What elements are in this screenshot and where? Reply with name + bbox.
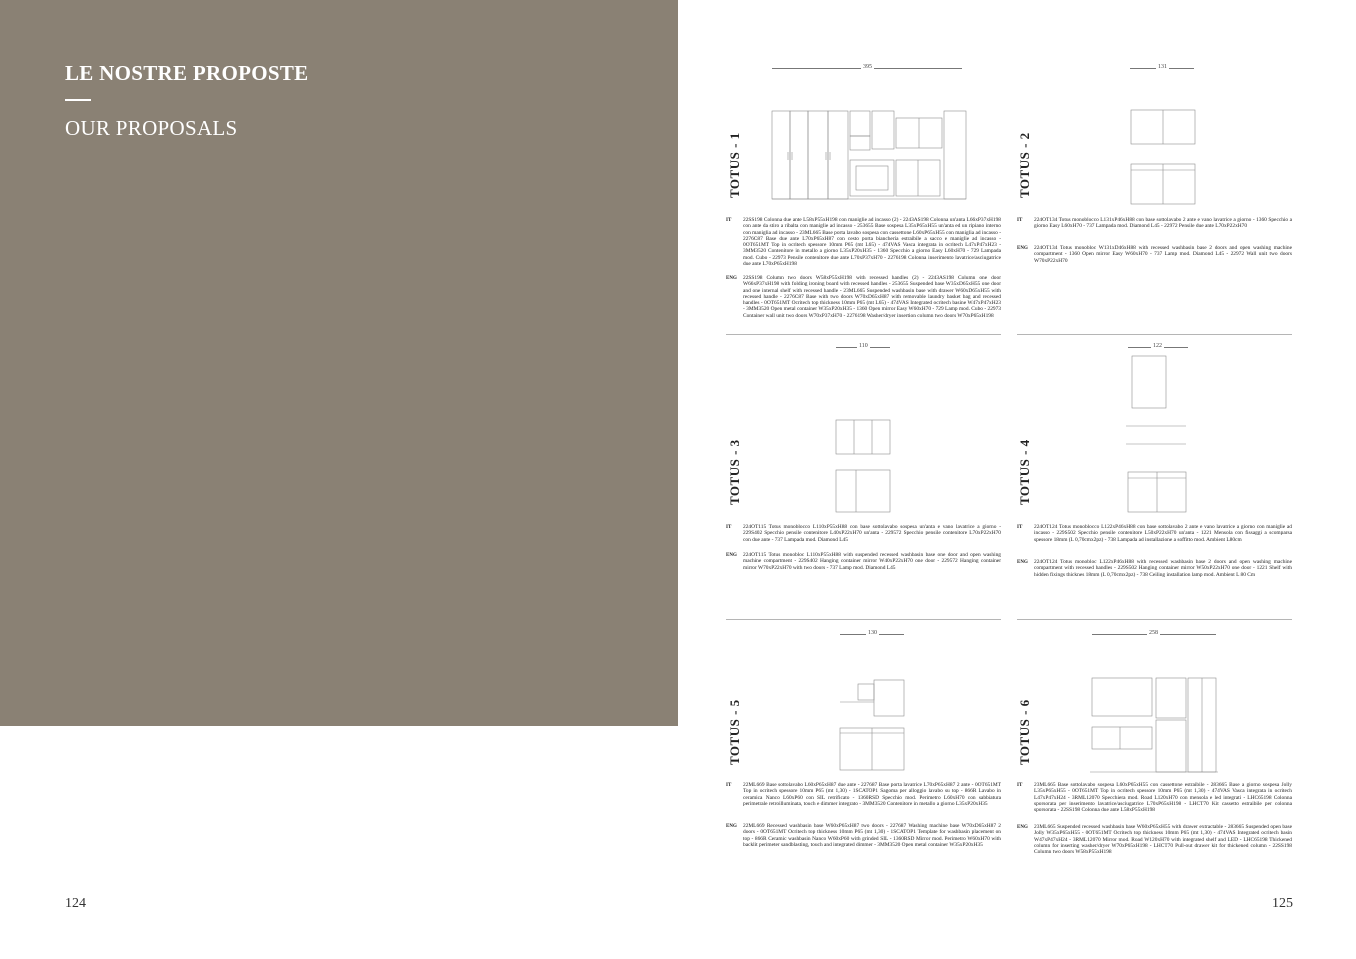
section-title: TOTUS - 1 [727, 132, 742, 198]
lang-label-en: ENG [1017, 560, 1028, 565]
description-en: 23ML665 Suspended recessed washbasin base W60xP65xH55 with drawer extractable - 283665 Suspended open base Jolly W35xP65xH55 - 0OT651MT Ocritech top thickness 10mm P65 (mt 1,30) - 474VAS Integrated ocritech basin W47xP47xH24 - 3RML12070 Mirror mod. Road W120xH70 with integrated shelf and LED - LHC65198 Thickened column for inserting washer/dryer W70xP65xH198 - LHCT70 Pull-out drawer kit for thickened column - 22SS198 Column two doors W58xP55xH198 [1034, 824, 1292, 856]
description-it: 224OT134 Totus monoblocco L131xP46xH88 con base sottolavabo 2 ante e vano lavatrice a giorno - 1360 Specchio a giorno Easy L60xH70 - 737 Lampada mod. Diamond L45 - 22972 Pensile due ante L70xP22xH70 [1034, 217, 1292, 230]
title-divider [65, 99, 91, 101]
elevation-drawing [838, 678, 906, 774]
description-it: 22ML669 Base sottolavabo L60xP65xH87 due ante - 227687 Base porta lavatrice L70xP65xH87 2 ante - 0OT651MT Top in ocritech spessore 10mm P65 (mt 1,30) - 1SCATOP1 Sagoma per alloggio lavabo su top - 866R Lavabo in ceramica Nanco L60xP60 con SIL retrificato - 1360RSD Specchio mod. Perimetro L60xH70 con sabbiatura perimetrale retroilluminata, touch e dimmer integrato - 3MM3520 Contenitore in metallo a giorno L35xP20xH35 [743, 782, 1001, 807]
dimension-label: 122 [1153, 343, 1162, 349]
title-english: OUR PROPOSALS [65, 116, 238, 140]
elevation-drawing [1128, 108, 1198, 206]
description-it: 22SS198 Colonna due ante L58xP55xH198 con maniglie ad incasso (2) - 2243AS198 Colonna un'anta L66xP37xH198 con ante da stiro a ribalta con maniglie ad incasso - 253655 Base sospesa L35xP65xH55 un'anta ed un ripiano interno con maniglia ad incasso - 23ML665 Base porta lavabo sospesa con cassettone L60xP65xH55 con maniglia ad incasso - 2276C87 Base due ante L70xP65xH87 con cesto porta biancheria estraibile a sacco e maniglie ad incasso - 0OT651MT Top in ocritech spessore 10mm P65 (mt L65) - 474VAS Vasca integrata in ocritech L47xP47xH23 - 3MM3520 Contenitore in metallo a giorno L35xP20xH35 - 1360 Specchio a giorno Easy L60xH70 - 729 Lampada mod. Cubo - 22973 Pensile contenitore due ante L70xP37xH70 - 2276198 Colonna inserimento lavatrice/asciugatrice due ante L70xP65xH198 [743, 217, 1001, 268]
elevation-drawing [834, 418, 892, 514]
dimension-label: 131 [1158, 64, 1167, 70]
elevation-drawing [772, 108, 967, 203]
description-en: 224OT115 Totus monobloc L110xP55xH88 with suspended recessed washbasin base one door and open washing machine compartment - 229S402 Hanging container mirror W40xP22xH70 one door - 229572 Hanging container mirror W70xP22xH70 with two doors - 737 Lamp mod. Diamond L45 [743, 552, 1001, 571]
dimension-label: 130 [868, 630, 877, 636]
title-italian: LE NOSTRE PROPOSTE [65, 61, 309, 85]
lang-label-en: ENG [1017, 825, 1028, 830]
section-title: TOTUS - 6 [1017, 699, 1032, 765]
lang-label-en: ENG [726, 824, 737, 829]
lang-label-it: IT [726, 218, 732, 223]
section-divider [726, 619, 1001, 620]
left-page-cover [0, 0, 678, 726]
description-en: 224OT124 Totus monobloc L122xP46xH88 with recessed washbasin base 2 doors and open washing machine compartment with recessed handles - 229S502 Hanging container mirror W50xP22xH70 one door - 1221 Shelf with hidden fixings thicknes 18mm (L 0,70cmx2pz) - 738 Ceiling installation lamp mod. Ambient L 80 Cm [1034, 559, 1292, 578]
dimension-label: 110 [859, 343, 868, 349]
lang-label-it: IT [726, 525, 732, 530]
lang-label-it: IT [1017, 525, 1023, 530]
lang-label-it: IT [726, 783, 732, 788]
page-number-left: 124 [65, 896, 86, 911]
description-it: 224OT124 Totus monoblocco L122xP46xH88 con base sottolavabo 2 ante e vano lavatrice a giorno con maniglie ad incasso - 229S502 Specchio pensile contenitore L50xP22xH70 un'anta - 1221 Mensola con fissaggi a scomparsa spessore 18mm (L 0,70cmx2pz) - 738 Lampada ad installazione a soffitto mod. Ambient L80cm [1034, 524, 1292, 543]
description-en: 22ML669 Recessed washbasin base W60xP65xH87 two doors - 227687 Washing machine base W70xD65xH87 2 doors - 0OT651MT Ocritech top thickness 10mm P65 (mt 1,30) - 1SCATOP1 Template for washbasin placement on top - 866R Ceramic washbasin Nanco W60xP60 with grinded SIL - 1360RSD Mirror mod. Perimetro W60xH70 with backlit perimeter sandblasting, touch and integrated dimmer - 3MM3520 Open metal container W35xP20xH35 [743, 823, 1001, 848]
section-divider [1017, 334, 1292, 335]
page-number-right: 125 [1272, 896, 1293, 911]
elevation-drawing [1126, 354, 1190, 514]
elevation-drawing [1090, 675, 1220, 775]
lang-label-it: IT [1017, 218, 1023, 223]
lang-label-en: ENG [1017, 246, 1028, 251]
section-divider [1017, 619, 1292, 620]
description-en: 22SS198 Column two doors W58xP55xH198 with recessed handles (2) - 2243AS198 Column one door W66xP37xH198 with folding ironing board with recessed handles - 253655 Suspended base W35xD65xH55 one door and one internal shelf with recessed handle - 23ML665 Suspended washbasin base with drawer W60xD65xH55 with recessed handle - 2276C87 Base with two doors W70xD65xH87 with removable laundry basket bag and recessed handles - 0OT651MT Ocritech top thickness 10mm P65 (mt L65) - 474VAS Integrated ocritech basine W47xP47xH23 - 3MM3520 Open metal container W35xP20xH35 - 1360 Open mirror Easy W60xH70 - 729 Lamp mod. Cubo - 22973 Container wall unit two doors W70xP37xH70 - 2276198 Washer/dryer insertion column two doors W70xP65xH198 [743, 275, 1001, 319]
description-it: 23ML665 Base sottolavabo sospesa L60xP65xH55 con cassettone estraibile - 283665 Base a giorno sospesa Jolly L35xP65xH55 - 0OT651MT Top in ocritech spessore 10mm P65 (mt 1,30) - 474VAS Vasca integrata in ocritech L47xP47xH24 - 3RML12070 Specchiera mod. Road L120xH70 con mensola e led integrati - LHC65198 Colonna sporsorata per inserimento lavatrice/asciugatrice L70xP65xH198 - LHCT70 Kit cassetto estraibile per colonna sporsorata - 22SS198 Colonna due ante L58xP55xH198 [1034, 782, 1292, 814]
section-title: TOTUS - 5 [727, 699, 742, 765]
section-title: TOTUS - 3 [727, 439, 742, 505]
section-divider [726, 334, 1001, 335]
description-en: 224OT134 Totus monobloc W131xD46xH88 with recessed washbasin base 2 doors and open washing machine compartment - 1360 Open mirror Easy W60xH70 - 737 Lamp mod. Diamond L45 - 22972 Wall unit two doors W70xP22xH70 [1034, 245, 1292, 264]
dimension-label: 395 [863, 64, 872, 70]
lang-label-it: IT [1017, 783, 1023, 788]
dimension-label: 258 [1149, 630, 1158, 636]
description-it: 224OT115 Totus monoblocco L110xP55xH88 con base sottolavabo sospesa un'anta e vano lavatrice a giorno - 229S402 Specchio pensile contenitore L40xP22xH70 un'anta - 229572 Specchio pensile contenitore L70xP22xH70 con due ante - 737 Lampada mod. Diamond L45 [743, 524, 1001, 543]
section-title: TOTUS - 4 [1017, 439, 1032, 505]
lang-label-en: ENG [726, 553, 737, 558]
lang-label-en: ENG [726, 276, 737, 281]
section-title: TOTUS - 2 [1017, 132, 1032, 198]
